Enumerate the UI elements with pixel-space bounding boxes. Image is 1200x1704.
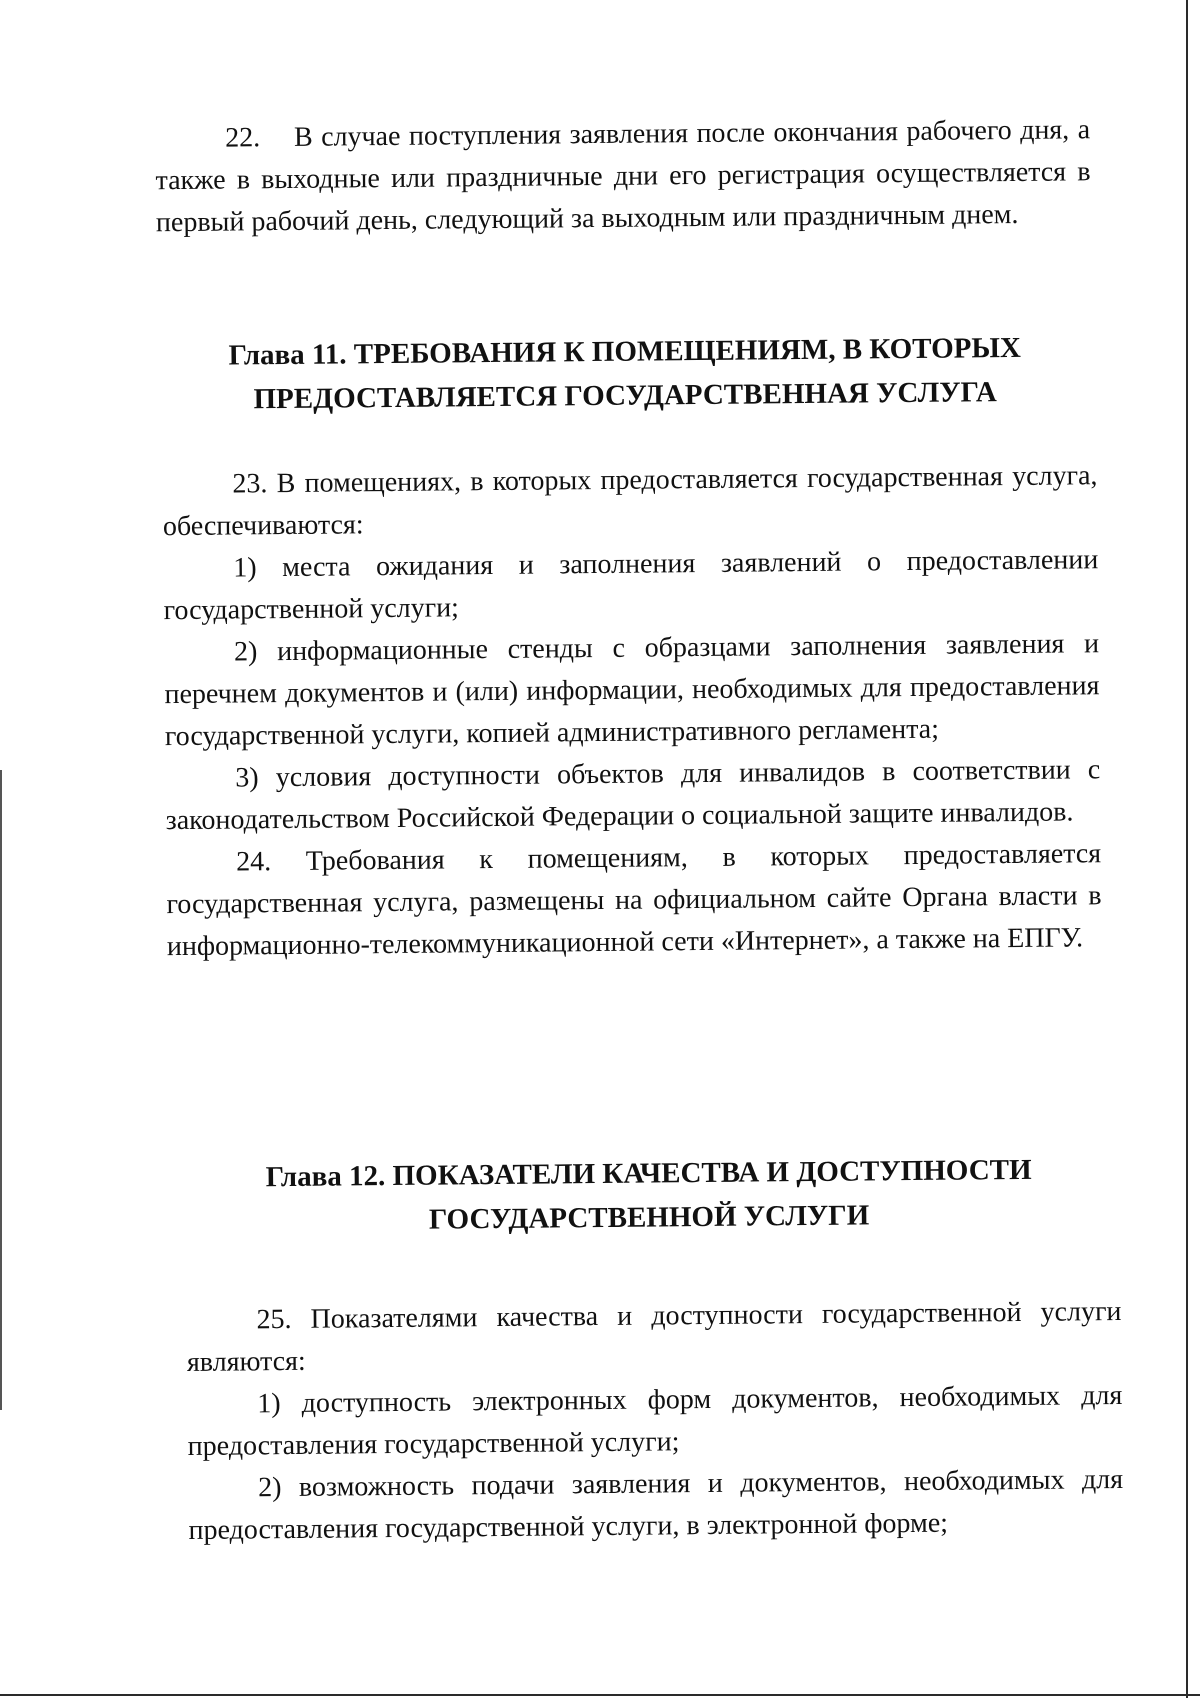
section-23-block (162, 455, 1102, 968)
paragraph-23: 23. В помещениях, в которых предоставляется государственная услуга, обеспечиваются: (162, 460, 1098, 543)
scan-left-edge-mark (0, 770, 2, 1410)
scan-bottom-edge-line (0, 1694, 1200, 1696)
paragraph-23-item-3: 3) условия доступности объектов для инвалидов в соответствии с законодательством Российской Федерации о социальной защите инвалидов. (165, 754, 1101, 837)
scan-right-edge-line (1186, 0, 1188, 1698)
section-25-block (186, 1291, 1123, 1552)
paragraph-22: 22. В случае поступления заявления после окончания рабочего дня, а также в выходные или праздничные дни его регистрация осуществляется в первый рабочий день, следующий за выходным или праздничным днем. (155, 114, 1091, 239)
paragraph-24: 24. Требования к помещениям, в которых предоставляется государственная услуга, размещены на официальном сайте Органа власти в информационно-телекоммуникационной сети «Интернет», а также на ЕПГУ. (166, 838, 1102, 963)
paragraph-25-item-2: 2) возможность подачи заявления и документов, необходимых для предоставления государственной услуги, в электронной форме; (188, 1464, 1124, 1546)
chapter-11-title-line1: Глава 11. ТРЕБОВАНИЯ К ПОМЕЩЕНИЯМ, В КОТОРЫХ (228, 331, 1022, 372)
chapter-12-title-line1: Глава 12. ПОКАЗАТЕЛИ КАЧЕСТВА И ДОСТУПНОСТИ (265, 1153, 1032, 1194)
chapter-12-title-line2: ГОСУДАРСТВЕННОЙ УСЛУГИ (428, 1199, 870, 1236)
paragraph-23-item-1: 1) места ожидания и заполнения заявлений о предоставлении государственной услуги; (163, 544, 1099, 627)
chapter-11-title-line2: ПРЕДОСТАВЛЯЕТСЯ ГОСУДАРСТВЕННАЯ УСЛУГА (253, 376, 997, 416)
paragraph-25: 25. Показателями качества и доступности государственной услуги являются: (186, 1296, 1122, 1378)
paragraph-25-item-1: 1) доступность электронных форм документов, необходимых для предоставления государственной услуги; (187, 1380, 1123, 1462)
chapter-12-heading (181, 1147, 1117, 1244)
paragraph-block-22 (155, 109, 1091, 244)
paragraph-23-item-2: 2) информационные стенды с образцами заполнения заявления и перечнем документов и (или) информации, необходимых для предоставления государственной услуги, копией административного регламента; (164, 628, 1100, 753)
chapter-11-heading (157, 325, 1093, 422)
